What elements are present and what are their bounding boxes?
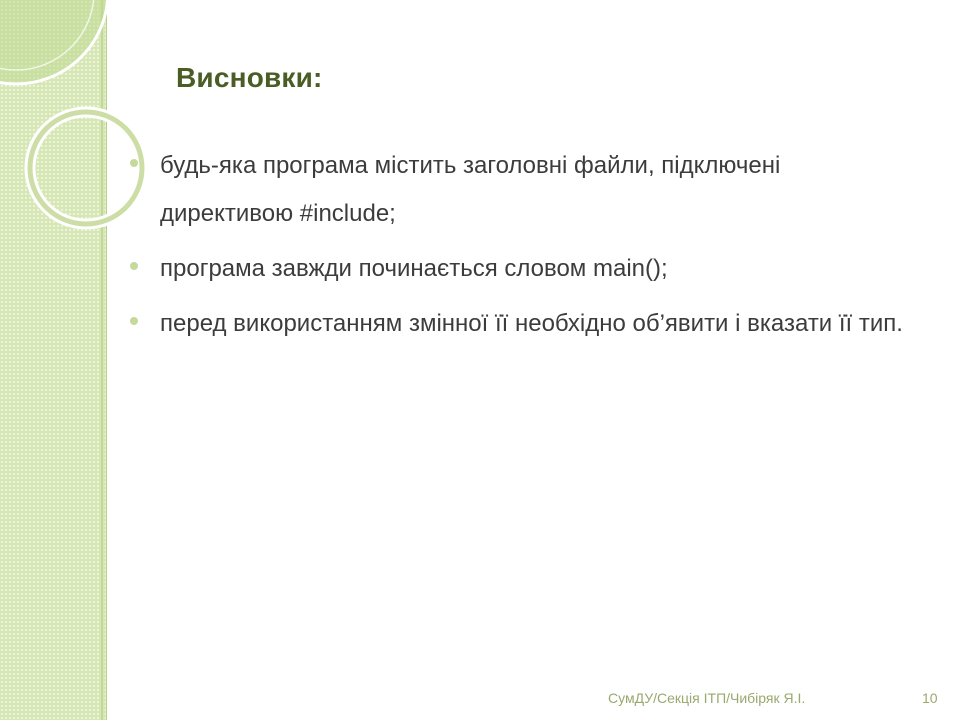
- bullet-marker-icon: [130, 317, 138, 325]
- bullet-item: [130, 300, 920, 348]
- slide-footer: СумДУ/Секція ІТП/Чибіряк Я.І.: [608, 690, 806, 706]
- bullet-list: [130, 142, 920, 355]
- bullet-item: [130, 245, 920, 293]
- page-number: 10: [922, 690, 938, 706]
- bullet-text: будь-яка програма містить заголовні файли, підключені директивою #include;: [160, 152, 781, 227]
- bullet-marker-icon: [130, 262, 138, 270]
- bullet-text: програма завжди починається словом main();: [160, 255, 668, 282]
- bullet-marker-icon: [130, 159, 138, 167]
- decorative-rings-graphic: [0, 0, 130, 260]
- slide-title: Висновки:: [176, 62, 323, 93]
- bullet-item: [130, 142, 920, 238]
- bullet-text: перед використанням змінної її необхідно об’явити і вказати її тип.: [160, 310, 903, 337]
